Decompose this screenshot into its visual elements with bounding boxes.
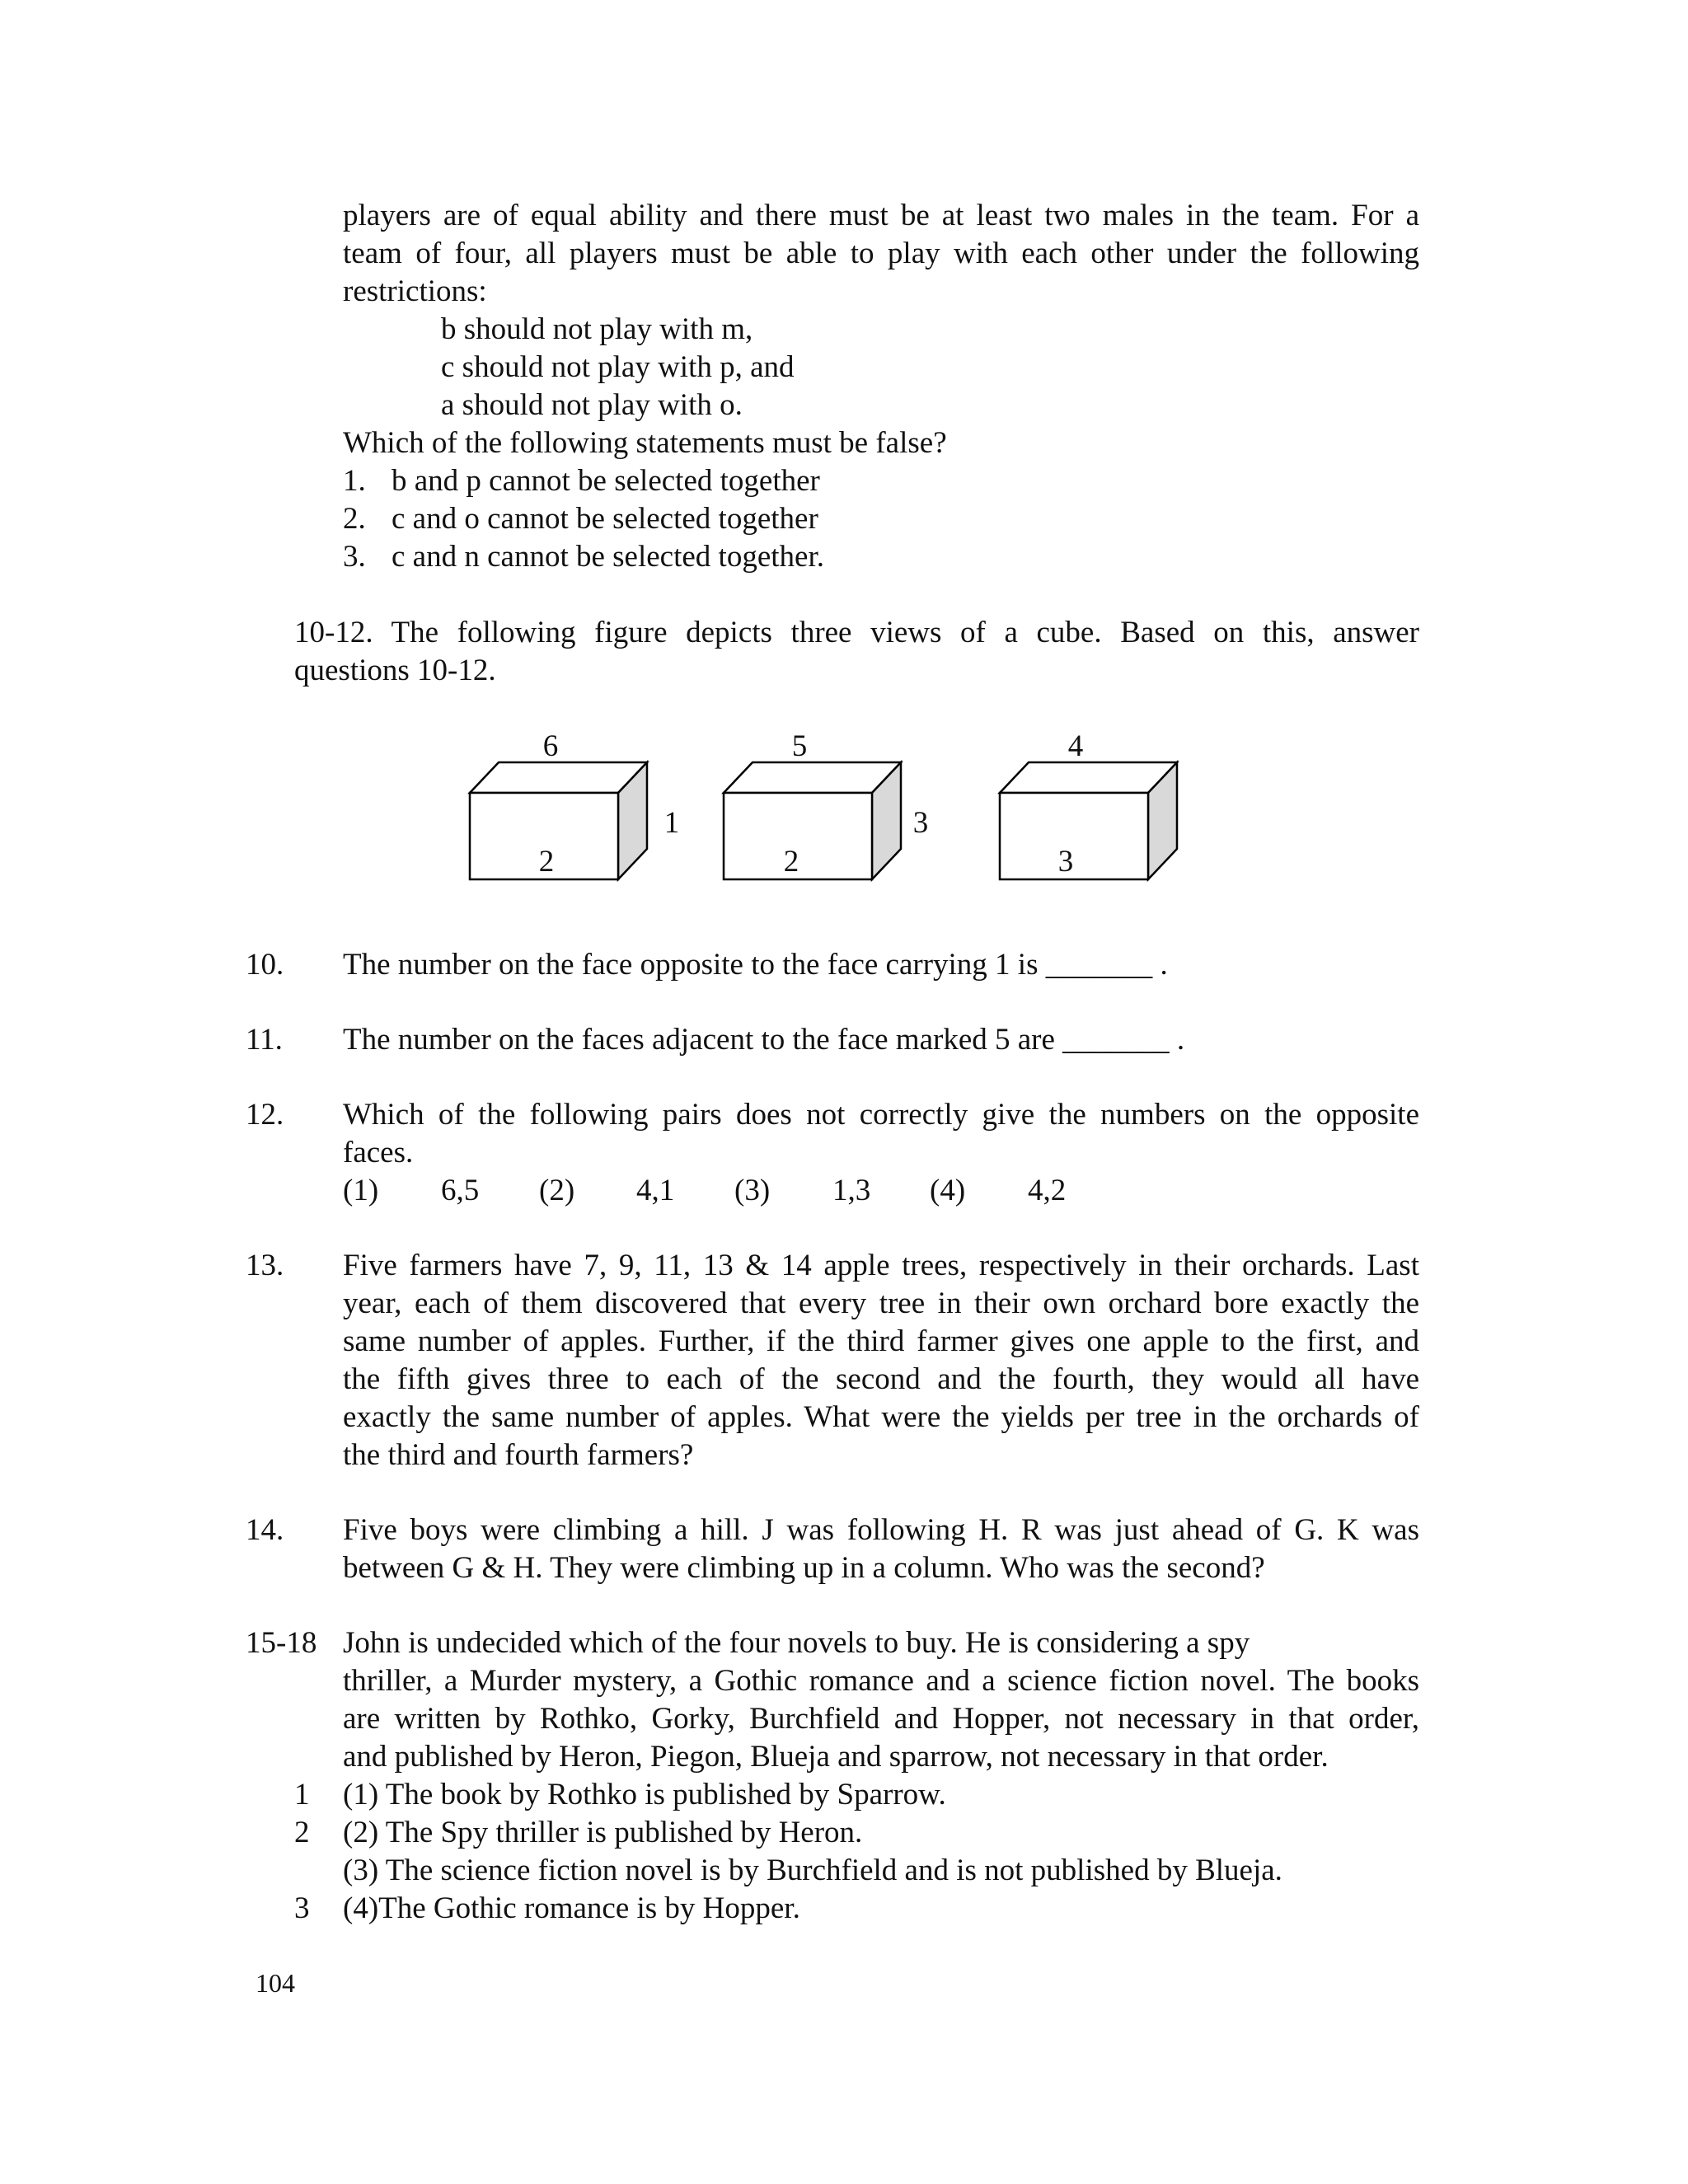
clue-1-text: (1) The book by Rothko is published by Sparrow. <box>343 1778 946 1811</box>
clue-2-margin: 2 <box>294 1816 310 1849</box>
cube-2-top-label: 5 <box>791 729 808 763</box>
intro-question: Which of the following statements must be false? <box>343 426 947 460</box>
cube-2-front-label: 2 <box>783 845 799 879</box>
option-1-text: b and p cannot be selected together <box>392 464 820 498</box>
cube-3-top-label: 4 <box>1067 729 1084 763</box>
q12-number: 12. <box>246 1098 284 1132</box>
q13-line-5: exactly the same number of apples. What were the yields per tree in the orchards of <box>343 1400 1419 1434</box>
q12-choice-3-value: 1,3 <box>832 1174 871 1207</box>
q15-18-number: 15-18 <box>246 1626 317 1660</box>
q12-choice-4-value: 4,2 <box>1028 1174 1067 1207</box>
q13-number: 13. <box>246 1249 284 1282</box>
cube-2-side-label: 3 <box>912 806 929 840</box>
q14-line-2: between G & H. They were climbing up in a column. Who was the second? <box>343 1551 1265 1585</box>
option-3-text: c and n cannot be selected together. <box>392 540 824 574</box>
q12-choice-2-value: 4,1 <box>636 1174 675 1207</box>
cube-view-3 <box>1000 729 1177 879</box>
page-number: 104 <box>256 1968 295 1998</box>
cube-view-2 <box>724 729 928 879</box>
q12-choice-3-label: (3) <box>734 1174 771 1207</box>
q15-18-line-4: and published by Heron, Piegon, Blueja and sparrow, not necessary in that order. <box>343 1740 1329 1774</box>
q14-number: 14. <box>246 1513 284 1547</box>
option-3-number: 3. <box>343 540 366 574</box>
restriction-1: b should not play with m, <box>441 312 753 346</box>
q10-text: The number on the face opposite to the face carrying 1 is _______ . <box>343 948 1168 982</box>
intro-line-1: players are of equal ability and there must be at least two males in the team. For a <box>343 199 1419 232</box>
q12-choice-1-value: 6,5 <box>441 1174 480 1207</box>
intro-line-3: restrictions: <box>343 274 487 308</box>
option-2-text: c and o cannot be selected together <box>392 502 818 536</box>
q13-line-6: the third and fourth farmers? <box>343 1438 694 1472</box>
q15-18-line-2: thriller, a Murder mystery, a Gothic romance and a science fiction novel. The books <box>343 1664 1419 1698</box>
q12-choice-2-label: (2) <box>539 1174 575 1207</box>
clue-4-margin: 3 <box>294 1891 310 1925</box>
q12-line-2: faces. <box>343 1136 414 1169</box>
q13-line-4: the fifth gives three to each of the second and the fourth, they would all have <box>343 1362 1419 1396</box>
q12-choice-1-label: (1) <box>343 1174 379 1207</box>
cube-1-top-label: 6 <box>542 729 559 763</box>
q13-line-3: same number of apples. Further, if the third farmer gives one apple to the first, and <box>343 1324 1419 1358</box>
clue-1-margin: 1 <box>294 1778 310 1811</box>
q13-line-1: Five farmers have 7, 9, 11, 13 & 14 apple trees, respectively in their orchards. Last <box>343 1249 1419 1282</box>
q15-18-line-3: are written by Rothko, Gorky, Burchfield and Hopper, not necessary in that order, <box>343 1702 1419 1736</box>
section-10-12-line-2: questions 10-12. <box>294 654 496 687</box>
q11-text: The number on the faces adjacent to the face marked 5 are _______ . <box>343 1023 1185 1057</box>
section-10-12-line-1: 10-12. The following figure depicts three views of a cube. Based on this, answer <box>294 616 1419 649</box>
cube-view-1 <box>470 729 679 879</box>
q15-18-line-1: John is undecided which of the four novels to buy. He is considering a spy <box>343 1626 1250 1660</box>
cube-3-front-label: 3 <box>1057 845 1074 879</box>
q11-number: 11. <box>246 1023 283 1057</box>
option-1-number: 1. <box>343 464 366 498</box>
q13-line-2: year, each of them discovered that every tree in their own orchard bore exactly the <box>343 1286 1419 1320</box>
cube-1-front-label: 2 <box>538 845 555 879</box>
q12-choice-4-label: (4) <box>930 1174 966 1207</box>
q10-number: 10. <box>246 948 284 982</box>
restriction-2: c should not play with p, and <box>441 350 795 384</box>
clue-3-text: (3) The science fiction novel is by Burchfield and is not published by Blueja. <box>343 1854 1282 1887</box>
q12-line-1: Which of the following pairs does not correctly give the numbers on the opposite <box>343 1098 1419 1132</box>
restriction-3: a should not play with o. <box>441 388 743 422</box>
intro-line-2: team of four, all players must be able to play with each other under the following <box>343 237 1419 270</box>
cube-views-figure <box>0 0 1688 907</box>
clue-4-text: (4)The Gothic romance is by Hopper. <box>343 1891 800 1925</box>
cube-1-side-label: 1 <box>663 806 680 840</box>
option-2-number: 2. <box>343 502 366 536</box>
clue-2-text: (2) The Spy thriller is published by Heron. <box>343 1816 863 1849</box>
q14-line-1: Five boys were climbing a hill. J was following H. R was just ahead of G. K was <box>343 1513 1419 1547</box>
